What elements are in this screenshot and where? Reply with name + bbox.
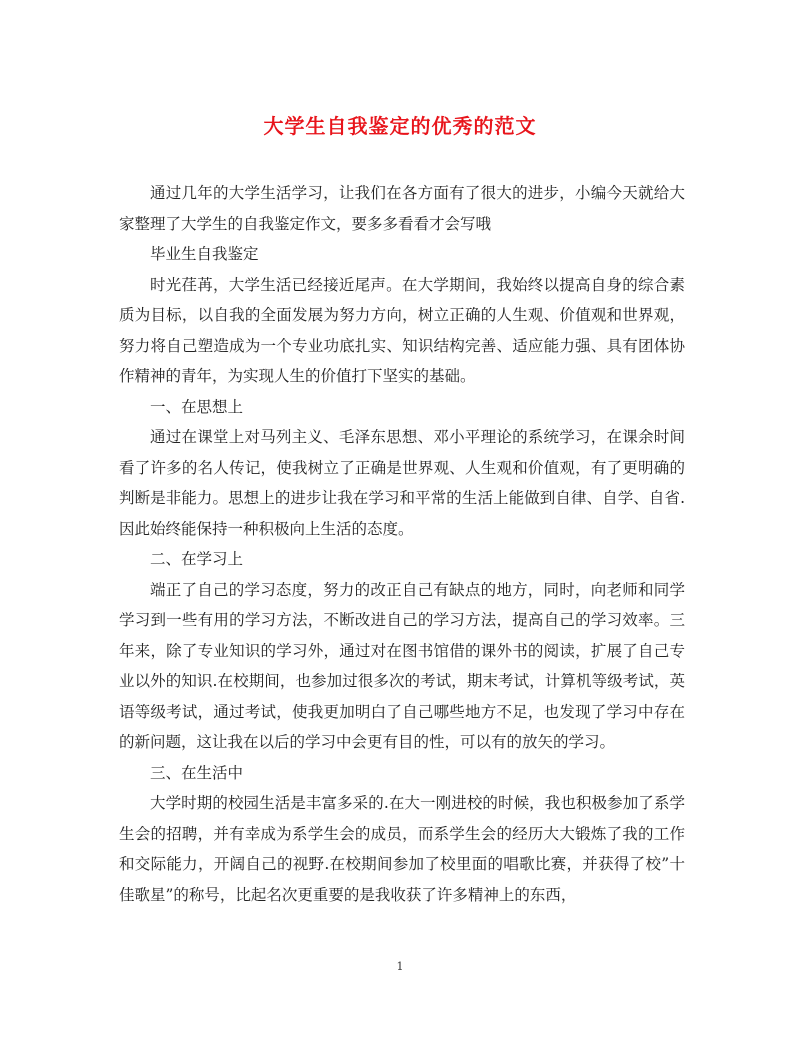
document-title: 大学生自我鉴定的优秀的范文 [263,114,537,138]
document-body [119,178,685,910]
paragraph-study: 端正了自己的学习态度，努力的改正自己有缺点的地方，同时，向老师和同学学习到一些有用的学习方法，不断改进自己的学习方法，提高自己的学习效率。三年来，除了专业知识的学习外，通过对在图书馆借的课外书的阅读，扩展了自己专业以外的知识.在校期间，也参加过很多次的考试，期末考试，计算机等级考试，英语等级考试，通过考试，使我更加明白了自己哪些地方不足，也发现了学习中存在的新问题，这让我在以后的学习中会更有目的性，可以有的放矢的学习。 [119,580,685,751]
heading-self-appraisal: 毕业生自我鉴定 [150,245,259,263]
paragraph-intro: 通过几年的大学生活学习，让我们在各方面有了很大的进步，小编今天就给大家整理了大学生的自我鉴定作文，要多多看看才会写哦 [119,184,685,233]
paragraph-ideology: 通过在课堂上对马列主义、毛泽东思想、邓小平理论的系统学习，在课余时间看了许多的名人传记，使我树立了正确是世界观、人生观和价值观，有了更明确的判断是非能力。思想上的进步让我在学习和平常的生活上能做到自律、自学、自省.因此始终能保持一种积极向上生活的态度。 [119,428,685,538]
heading-ideology: 一、在思想上 [150,397,244,416]
page-number: 1 [396,960,404,973]
heading-life: 三、在生活中 [150,763,244,782]
paragraph-overview: 时光荏苒，大学生活已经接近尾声。在大学期间，我始终以提高自身的综合素质为目标，以自我的全面发展为努力方向，树立正确的人生观、价值观和世界观，努力将自己塑造成为一个专业功底扎实、知识结构完善、适应能力强、具有团体协作精神的青年，为实现人生的价值打下坚实的基础。 [119,275,685,385]
heading-study: 二、在学习上 [150,550,244,568]
paragraph-life: 大学时期的校园生活是丰富多采的.在大一刚进校的时候，我也积极参加了系学生会的招聘，并有幸成为系学生会的成员，而系学生会的经历大大锻炼了我的工作和交际能力，开阔自己的视野.在校期间参加了校里面的唱歌比赛，并获得了校”十佳歌星”的称号，比起名次更重要的是我收获了许多精神上的东西， [119,794,685,904]
